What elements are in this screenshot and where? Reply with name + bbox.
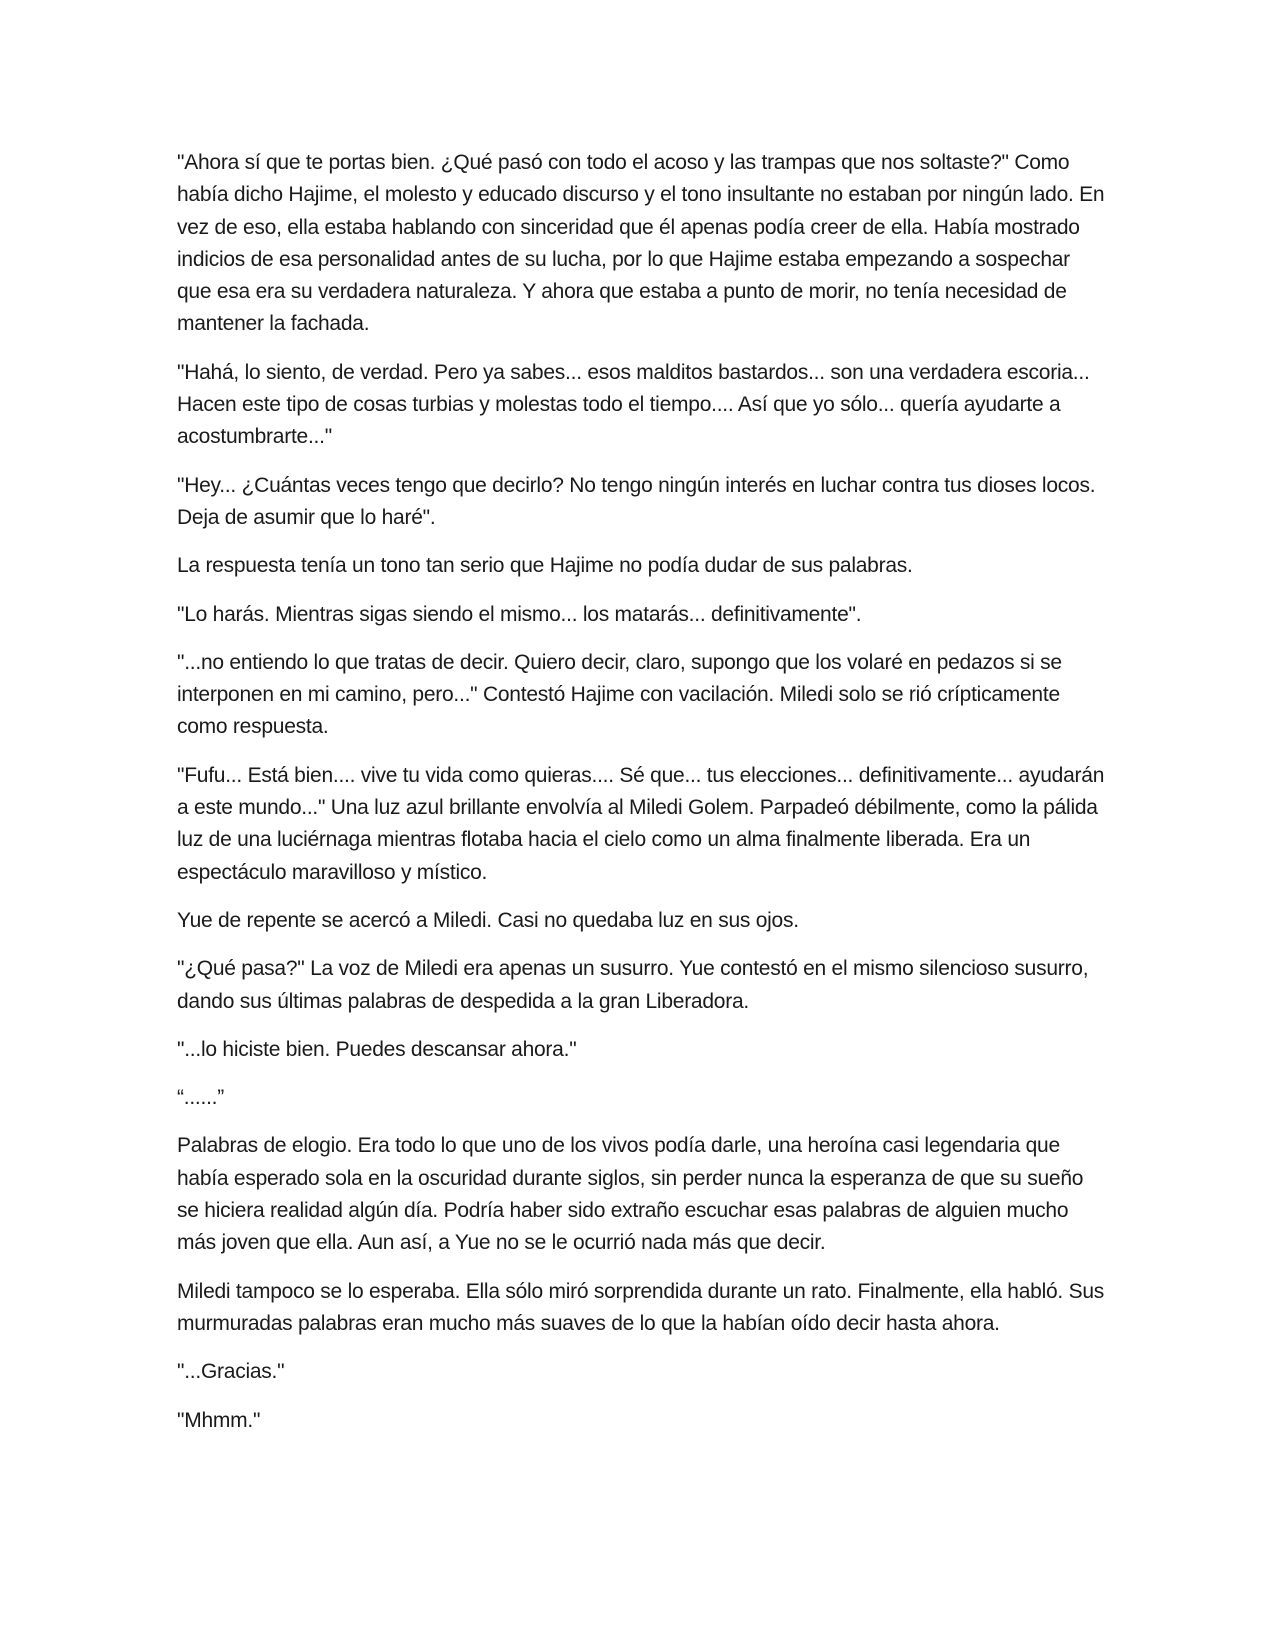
paragraph: "Hahá, lo siento, de verdad. Pero ya sabes... esos malditos bastardos... son una verdadera escoria... Hacen este tipo de cosas turbias y molestas todo el tiempo.... Así que yo sólo... quería ayudarte a acostumbrarte..."	[177, 360, 1090, 449]
paragraph: "Mhmm."	[177, 1408, 261, 1432]
document-page	[177, 147, 1107, 1453]
paragraph: "...no entiendo lo que tratas de decir. Quiero decir, claro, supongo que los volaré en pedazos si se interponen en mi camino, pero..." Contestó Hajime con vacilación. Miledi solo se rió crípticamente como respuesta.	[177, 650, 1062, 739]
paragraph: "Fufu... Está bien.... vive tu vida como quieras.... Sé que... tus elecciones... definitivamente... ayudarán a este mundo..." Una luz azul brillante envolvía al Miledi Golem. Parpadeó débilmente, como la pálida luz de una luciérnaga mientras flotaba hacia el cielo como un alma finalmente liberada. Era un espectáculo maravilloso y místico.	[177, 763, 1105, 884]
paragraph: "...Gracias."	[177, 1360, 285, 1384]
paragraph: "Hey... ¿Cuántas veces tengo que decirlo? No tengo ningún interés en luchar contra tus dioses locos. Deja de asumir que lo haré".	[177, 473, 1096, 529]
paragraph: Yue de repente se acercó a Miledi. Casi no quedaba luz en sus ojos.	[177, 908, 799, 932]
paragraph: "¿Qué pasa?" La voz de Miledi era apenas un susurro. Yue contestó en el mismo silencioso susurro, dando sus últimas palabras de despedida a la gran Liberadora.	[177, 957, 1089, 1013]
paragraph: Miledi tampoco se lo esperaba. Ella sólo miró sorprendida durante un rato. Finalmente, ella habló. Sus murmuradas palabras eran mucho más suaves de lo que la habían oído decir hasta ahora.	[177, 1279, 1105, 1335]
paragraph: La respuesta tenía un tono tan serio que Hajime no podía dudar de sus palabras.	[177, 554, 913, 578]
paragraph: “......”	[177, 1086, 224, 1110]
paragraph: Palabras de elogio. Era todo lo que uno de los vivos podía darle, una heroína casi legendaria que había esperado sola en la oscuridad durante siglos, sin perder nunca la esperanza de que su sueño se hiciera realidad algún día. Podría haber sido extraño escuchar esas palabras de alguien mucho más joven que ella. Aun así, a Yue no se le ocurrió nada más que decir.	[177, 1134, 1084, 1255]
paragraph: "Ahora sí que te portas bien. ¿Qué pasó con todo el acoso y las trampas que nos soltaste?" Como había dicho Hajime, el molesto y educado discurso y el tono insultante no estaban por ningún lado. En vez de eso, ella estaba hablando con sinceridad que él apenas podía creer de ella. Había mostrado indicios de esa personalidad antes de su lucha, por lo que Hajime estaba empezando a sospechar que esa era su verdadera naturaleza. Y ahora que estaba a punto de morir, no tenía necesidad de mantener la fachada.	[177, 151, 1105, 336]
paragraph: "...lo hiciste bien. Puedes descansar ahora."	[177, 1037, 577, 1061]
paragraph: "Lo harás. Mientras sigas siendo el mismo... los matarás... definitivamente".	[177, 602, 862, 626]
